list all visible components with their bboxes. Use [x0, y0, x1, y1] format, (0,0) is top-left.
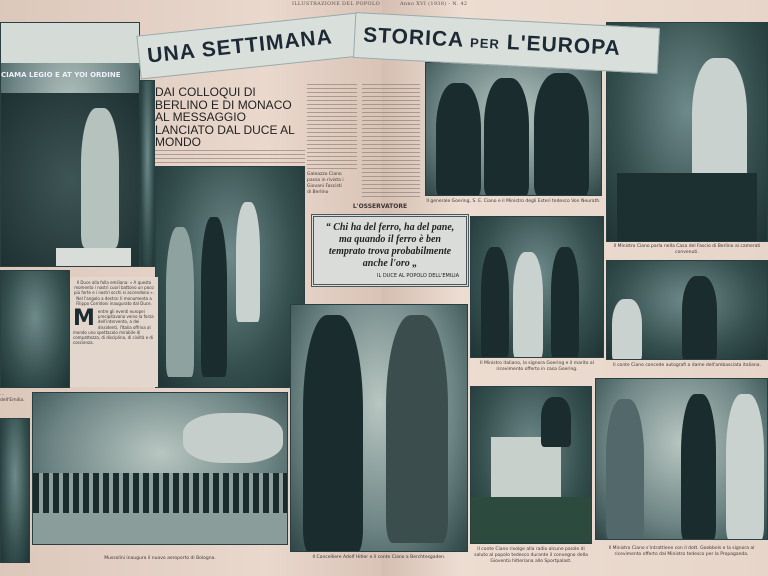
- article-column-2: [307, 84, 357, 172]
- title-part3: PER: [469, 35, 501, 52]
- caption-ciano-casa: Il Ministro Ciano parla nella Casa del Fascio di Berlino ai camerati convenuti.: [613, 244, 761, 255]
- caption-goering: Il generale Goering, S. E. Ciano e il Ministro degli Esteri tedesco Von Neurath.: [426, 199, 601, 204]
- caption-autografi: Il conte Ciano concede autografi a dame dell'ambasciata italiana.: [613, 363, 761, 368]
- photo-sportpalast-radio: [470, 386, 592, 544]
- monument-sign: CIAMA LEGIO E AT YOI ORDINE: [1, 71, 121, 79]
- photo-goering-ciano-neurath: [425, 62, 602, 196]
- caption-berchtesgaden: Il Cancelliere Adolf Hitler e il conte Ciano a Berchtesgaden.: [312, 555, 446, 560]
- title-part2: STORICA: [362, 23, 465, 52]
- photo-hitler-ciano: [290, 304, 468, 552]
- duce-quote-box: [311, 214, 469, 287]
- text-box-duce-emilia: [70, 277, 158, 387]
- box-caption: Il Duce alla folla emiliana: « A questo momento i nostri cuori battono un poco più forte e i nostri occhi si accendono ». Nel l'angolo a destra: Il monumento a Filippo Corridoni inaugurato dal Duce.: [73, 280, 155, 306]
- issue-number: Anno XVI (1938) - N. 42: [400, 1, 468, 7]
- photo-small-left: [0, 418, 30, 563]
- photo-goering-reception: [470, 216, 604, 358]
- box-body: entre gli eventi europei precipitavano verso la forza dell'intervento, a dei dissidenti, l'Italia offriva al mondo uno spettacolo mirabile di compattezza, di disciplina, di civiltà e di coscienza.: [73, 309, 154, 346]
- caption-radio: Il conte Ciano rivolge alla radio alcune parole di saluto al popolo tedesco durante il convegno della Gioventù hitleriana allo Sportpalast.: [474, 547, 588, 564]
- article-body-text: [155, 150, 305, 164]
- photo-ciano-berlin: [155, 166, 305, 388]
- photo-autografi: [606, 260, 768, 360]
- photo-bologna-airport: [32, 392, 288, 545]
- photo-goebbels: [595, 378, 768, 540]
- title-part4: L'EUROPA: [506, 31, 622, 60]
- section-label: L'OSSERVATORE: [352, 203, 408, 210]
- photo-duce-monument-edge: [140, 80, 155, 267]
- publication-name: ILLUSTRAZIONE DEL POPOLO: [292, 1, 380, 7]
- caption-airport: Mussolini inaugura il nuovo aeroporto di Bologna.: [104, 556, 216, 561]
- caption-left-small: ... dell'Emilia.: [0, 392, 25, 403]
- caption-goebbels: Il Ministro Ciano s'intrattiene con il dott. Goebbels e la signora al ricevimento offerto dal Ministro tedesco per la Propaganda.: [608, 546, 755, 557]
- caption-goering-home: Il Ministro italiano, la signora Goering e il marito al ricevimento offerto in casa Goering.: [480, 361, 594, 372]
- article-column-3: [362, 84, 420, 200]
- photo-duce-monument: [0, 22, 140, 267]
- caption-ciano-berlin: Galeazzo Ciano passa in rivista i Giovani Fascisti di Berlino: [307, 172, 344, 195]
- quote-text: “ Chi ha del ferro, ha del pane, ma quando il ferro è ben temprato trova probabilmente anche l'oro „: [325, 222, 455, 269]
- title-part1: UNA SETTIMANA: [146, 25, 334, 68]
- quote-attribution: IL DUCE AL POPOLO DELL'EMILIA: [376, 273, 459, 279]
- article-headline: DAI COLLOQUI DI BERLINO E DI MONACO AL MESSAGGIO LANCIATO DAL DUCE AL MONDO: [155, 85, 295, 149]
- photo-emilia-crowd: [0, 270, 70, 388]
- drop-cap: M: [73, 306, 95, 332]
